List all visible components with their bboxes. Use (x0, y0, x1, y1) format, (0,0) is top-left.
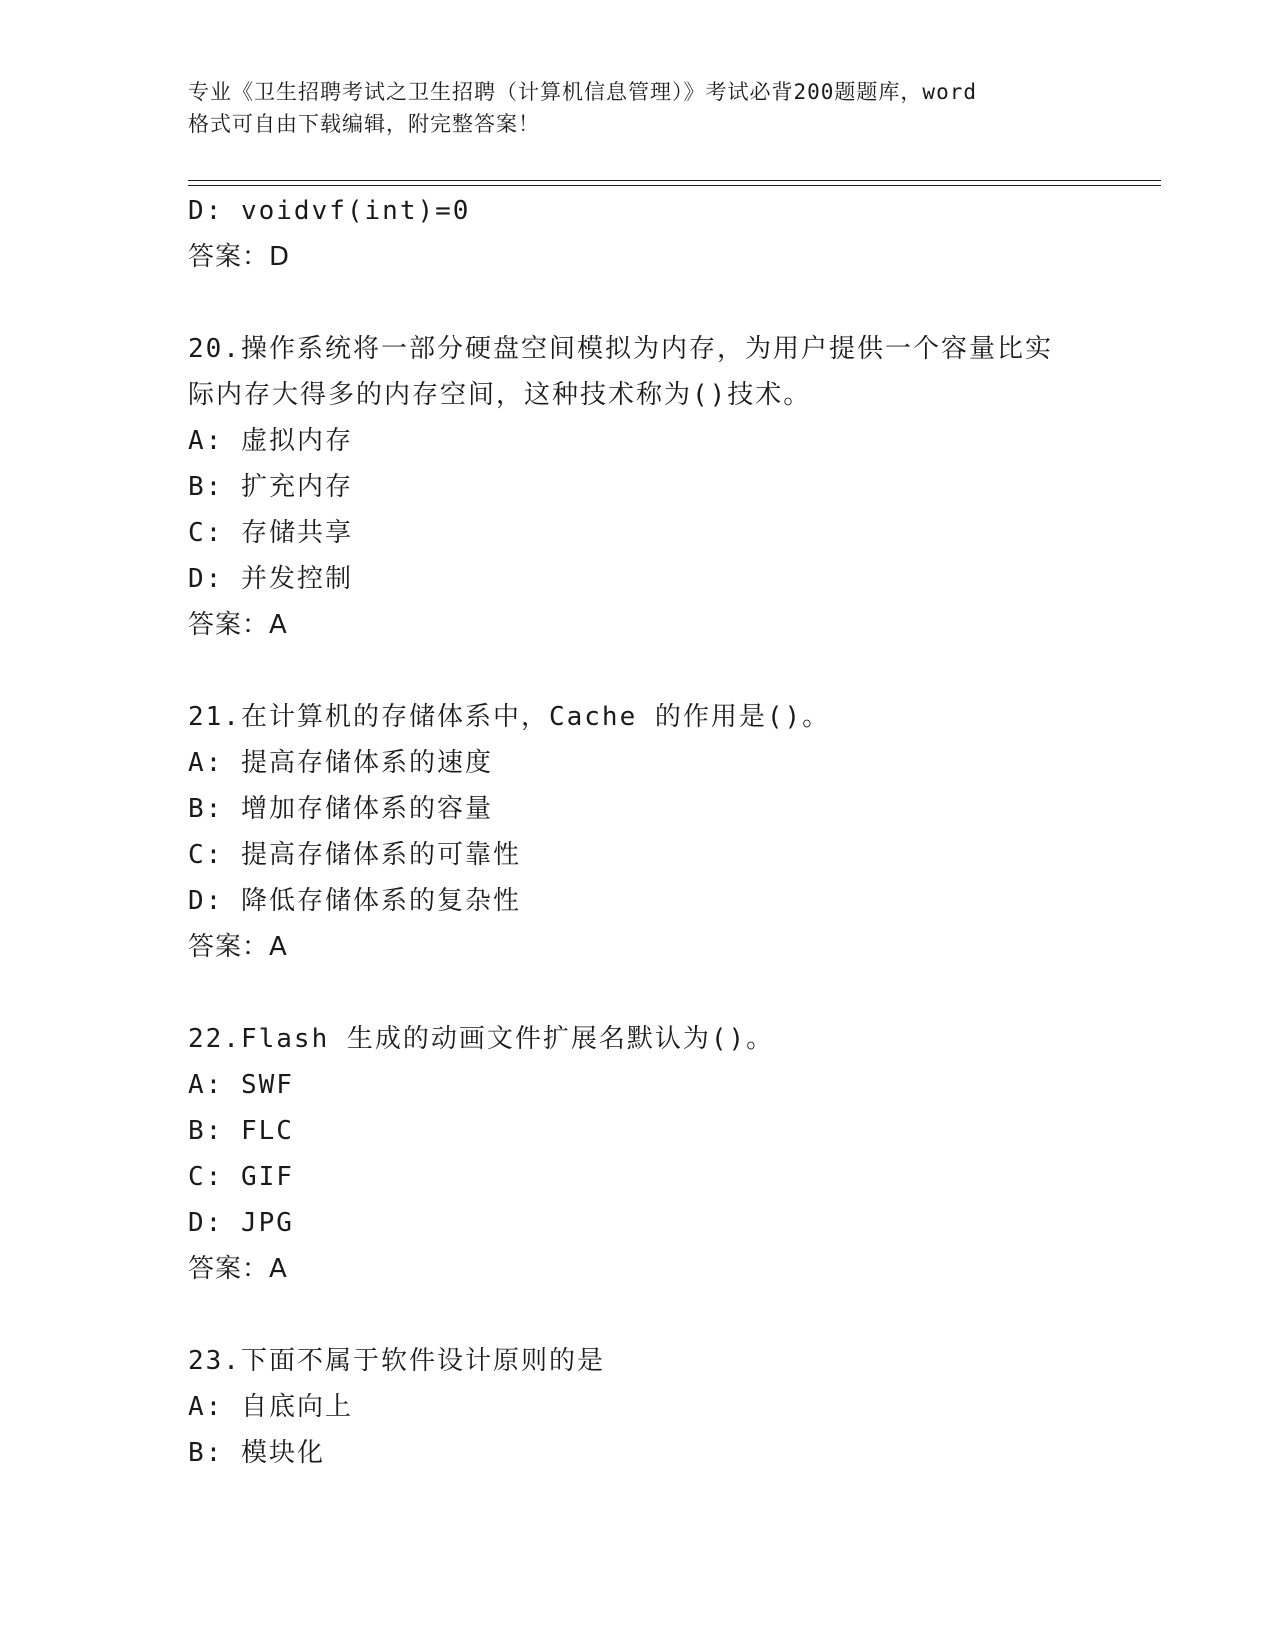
answer-line: 答案：A (188, 932, 288, 962)
question-stem-line-1: 22.Flash 生成的动画文件扩展名默认为()。 (188, 1024, 775, 1054)
option-b: B: FLC (188, 1116, 294, 1146)
document-body (188, 188, 1148, 1476)
header-line-2: 格式可自由下载编辑，附完整答案！ (188, 112, 540, 136)
option-c: C: 提高存储体系的可靠性 (188, 840, 521, 870)
option-a: A: 提高存储体系的速度 (188, 748, 493, 778)
option-d: D: JPG (188, 1208, 294, 1238)
option-b: B: 模块化 (188, 1438, 325, 1468)
option-c: C: 存储共享 (188, 518, 353, 548)
option-b: B: 扩充内存 (188, 472, 353, 502)
question-22 (188, 1016, 1148, 1292)
question-stem-line-1: 23.下面不属于软件设计原则的是 (188, 1346, 605, 1376)
question-21 (188, 694, 1148, 970)
spacer (188, 970, 1148, 1016)
option-d: D: 并发控制 (188, 564, 353, 594)
answer-line: 答案：A (188, 610, 288, 640)
question-20 (188, 326, 1148, 648)
document-header (188, 76, 1088, 140)
option-a: A: 虚拟内存 (188, 426, 353, 456)
spacer (188, 1292, 1148, 1338)
question-stem-line-2: 际内存大得多的内存空间，这种技术称为()技术。 (188, 380, 812, 410)
spacer (188, 280, 1148, 326)
spacer (188, 648, 1148, 694)
answer-line: 答案：D (188, 242, 291, 272)
option-a: A: 自底向上 (188, 1392, 353, 1422)
question-stem-line-1: 20.操作系统将一部分硬盘空间模拟为内存，为用户提供一个容量比实 (188, 334, 1053, 364)
option-d: D: voidvf(int)=0 (188, 196, 471, 226)
header-divider-bottom (188, 185, 1161, 186)
header-line-1: 专业《卫生招聘考试之卫生招聘（计算机信息管理）》考试必背200题题库，word (188, 80, 977, 104)
option-d: D: 降低存储体系的复杂性 (188, 886, 521, 916)
option-a: A: SWF (188, 1070, 294, 1100)
option-c: C: GIF (188, 1162, 294, 1192)
option-b: B: 增加存储体系的容量 (188, 794, 493, 824)
header-divider-top (188, 180, 1161, 181)
question-stem-line-1: 21.在计算机的存储体系中，Cache 的作用是()。 (188, 702, 831, 732)
answer-line: 答案：A (188, 1254, 288, 1284)
question-23 (188, 1338, 1148, 1476)
